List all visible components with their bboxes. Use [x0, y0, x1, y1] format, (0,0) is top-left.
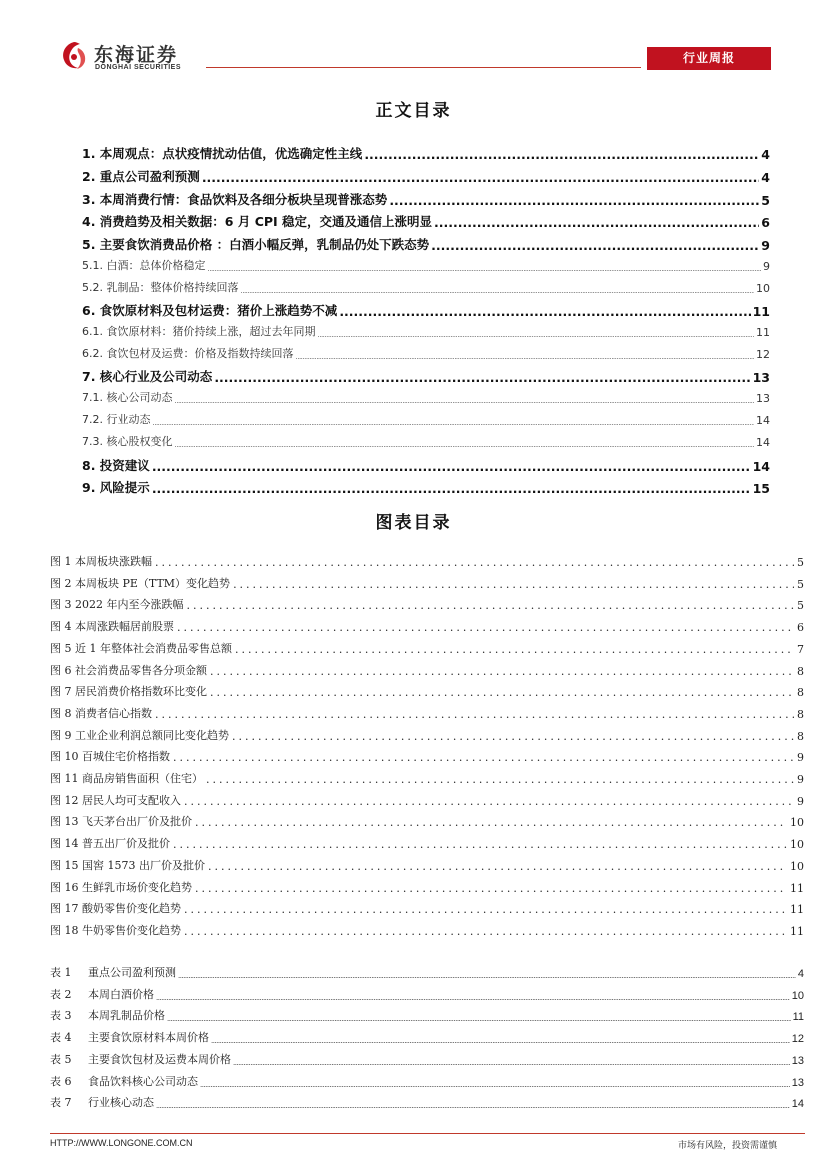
toc-entry-page: 4 [761, 147, 770, 162]
figure-entry-page: 8 [797, 707, 804, 721]
toc-entry-label: 8. 投资建议 [82, 458, 150, 473]
toc-entry-label: 9. 风险提示 [82, 480, 150, 495]
table-entry-number: 表 3 [50, 1009, 72, 1023]
table-entry[interactable] [50, 1007, 804, 1023]
figure-leader-dots [184, 903, 787, 916]
figure-entry[interactable] [50, 683, 804, 699]
figure-leader-dots [233, 578, 794, 591]
figure-entry-page: 8 [797, 664, 804, 678]
figure-entry-page: 6 [797, 621, 804, 635]
toc-leader-dots [431, 238, 759, 253]
brand-name-en: DONGHAI SECURITIES [95, 64, 182, 71]
footer-risk-notice: 市场有风险，投资需谨慎 [677, 1141, 777, 1151]
toc-entry-label: 5.1. 白酒：总体价格稳定 [82, 259, 206, 272]
toc-leader-dots [364, 147, 759, 162]
toc-entry-page: 10 [756, 282, 770, 295]
toc-entry[interactable] [82, 190, 770, 208]
figure-entry-label: 图 16 生鲜乳市场价变化趋势 [50, 880, 192, 894]
report-type-badge: 行业周报 [647, 47, 771, 70]
toc-leader-dots [175, 441, 755, 449]
figure-entry-page: 10 [790, 859, 804, 873]
brand-logo [58, 40, 208, 74]
figure-leader-dots [195, 882, 787, 895]
toc-entry-label: 1. 本周观点：点状疫情扰动估值，优选确定性主线 [82, 146, 363, 161]
toc-entry[interactable] [82, 456, 770, 474]
toc-leader-dots [153, 419, 755, 427]
figure-entry[interactable] [50, 662, 804, 678]
figure-entry-label: 图 13 飞天茅台出厂价及批价 [50, 815, 192, 829]
toc-entry[interactable] [82, 212, 770, 230]
toc-entry[interactable] [82, 167, 770, 185]
toc-entry[interactable] [82, 144, 770, 162]
table-entry[interactable] [50, 964, 804, 980]
figure-entry[interactable] [50, 857, 804, 873]
figure-entry[interactable] [50, 922, 804, 938]
figure-entry[interactable] [50, 705, 804, 721]
toc-leader-dots [152, 481, 751, 496]
figure-entry-label: 图 2 本周板块 PE（TTM）变化趋势 [50, 576, 231, 590]
table-leader-dots [156, 994, 790, 1002]
table-entry[interactable] [50, 986, 804, 1002]
figure-entry-page: 11 [790, 903, 804, 917]
table-entry-label: 食品饮料核心公司动态 [88, 1074, 198, 1088]
table-entry-label: 行业核心动态 [88, 1096, 154, 1110]
toc-entry-label: 5.2. 乳制品：整体价格持续回落 [82, 281, 239, 294]
figure-entry[interactable] [50, 770, 804, 786]
table-leader-dots [211, 1037, 790, 1045]
toc-entry-page: 9 [761, 238, 770, 253]
table-entry[interactable] [50, 1073, 804, 1089]
toc-entry-page: 14 [756, 436, 770, 449]
toc-entry[interactable] [82, 257, 770, 273]
figure-entry-label: 图 10 百城住宅价格指数 [50, 750, 170, 764]
table-entry-number: 表 4 [50, 1031, 72, 1045]
toc-leader-dots [241, 287, 755, 295]
figure-entry[interactable] [50, 640, 804, 656]
figure-entry-page: 10 [790, 816, 804, 830]
table-entry-number: 表 2 [50, 987, 72, 1001]
figure-entry-page: 8 [797, 729, 804, 743]
figure-leader-dots [177, 621, 794, 634]
toc-leader-dots [339, 304, 750, 319]
figures-title: 图表目录 [375, 513, 452, 533]
table-entry[interactable] [50, 1094, 804, 1110]
figure-entry-page: 10 [790, 838, 804, 852]
table-leader-dots [156, 1102, 790, 1110]
figure-entry-label: 图 6 社会消费品零售各分项金额 [50, 663, 207, 677]
toc-entry[interactable] [82, 235, 770, 253]
toc-entry-label: 7.3. 核心股权变化 [82, 435, 173, 448]
table-leader-dots [200, 1081, 790, 1089]
figure-entry-page: 11 [790, 881, 804, 895]
toc-entry-label: 6. 食饮原材料及包材运费：猪价上涨趋势不减 [82, 303, 338, 318]
figure-entry[interactable] [50, 618, 804, 634]
figure-leader-dots [155, 708, 794, 721]
toc-leader-dots [296, 353, 755, 361]
toc-entry-page: 4 [761, 170, 770, 185]
footer-url-link[interactable]: HTTP://WWW.LONGONE.COM.CN [50, 1138, 193, 1148]
toc-entry-page: 11 [756, 326, 770, 339]
toc-entry-label: 4. 消费趋势及相关数据：6 月 CPI 稳定，交通及通信上涨明显 [82, 214, 433, 229]
toc-entry[interactable] [82, 345, 770, 361]
figure-entry-page: 11 [790, 924, 804, 938]
brand-name-cn: 东海证券 [94, 44, 179, 66]
table-leader-dots [233, 1059, 790, 1067]
figure-entry-page: 8 [797, 686, 804, 700]
figure-entry-label: 图 11 商品房销售面积（住宅） [50, 772, 203, 785]
figure-leader-dots [173, 838, 787, 851]
figure-entry-label: 图 8 消费者信心指数 [50, 706, 152, 720]
header-divider [206, 67, 641, 68]
figure-leader-dots [210, 686, 794, 699]
toc-entry-label: 7. 核心行业及公司动态 [82, 369, 213, 384]
table-entry-page: 13 [791, 1076, 804, 1089]
table-entry-label: 主要食饮原材料本周价格 [88, 1031, 209, 1045]
toc-leader-dots [152, 459, 751, 474]
figure-entry-label: 图 18 牛奶零售价变化趋势 [50, 923, 181, 937]
figure-entry-label: 图 5 近 1 年整体社会消费品零售总额 [50, 641, 232, 655]
table-leader-dots [178, 972, 796, 980]
figure-entry-label: 图 4 本周涨跌幅居前股票 [50, 620, 174, 634]
toc-leader-dots [202, 170, 759, 185]
figure-entry[interactable] [50, 835, 804, 851]
toc-entry[interactable] [82, 411, 770, 427]
toc-entry-label: 6.1. 食饮原材料：猪价持续上涨，超过去年同期 [82, 325, 316, 338]
toc-entry[interactable] [82, 433, 770, 449]
figure-leader-dots [186, 599, 794, 612]
figure-entry[interactable] [50, 748, 804, 764]
toc-entry-page: 13 [752, 370, 770, 385]
figure-entry-label: 图 12 居民人均可支配收入 [50, 793, 181, 807]
table-entry-label: 本周乳制品价格 [88, 1009, 165, 1023]
toc-entry-page: 5 [761, 193, 770, 208]
table-entry-label: 主要食饮包材及运费本周价格 [88, 1052, 231, 1066]
figure-entry-label: 图 14 普五出厂价及批价 [50, 837, 170, 851]
table-entry-page: 13 [791, 1054, 804, 1067]
figure-entry-page: 9 [797, 751, 804, 765]
toc-entry[interactable] [82, 279, 770, 295]
figure-leader-dots [208, 860, 787, 873]
figure-entry[interactable] [50, 813, 804, 829]
figure-entry[interactable] [50, 879, 804, 895]
figure-entry-page: 9 [797, 773, 804, 786]
figure-leader-dots [195, 816, 787, 829]
toc-leader-dots [208, 265, 762, 273]
toc-entry-page: 14 [752, 459, 770, 474]
figure-entry[interactable] [50, 596, 804, 612]
figure-entry-label: 图 9 工业企业利润总额同比变化趋势 [50, 728, 229, 742]
figure-leader-dots [235, 643, 794, 656]
figure-entry-label: 图 1 本周板块涨跌幅 [50, 555, 152, 568]
table-entry-page: 11 [792, 1011, 804, 1024]
table-entry-label: 重点公司盈利预测 [88, 966, 176, 979]
figure-entry-page: 9 [797, 794, 804, 808]
figure-leader-dots [210, 665, 794, 678]
toc-entry[interactable] [82, 367, 770, 385]
figure-entry[interactable] [50, 727, 804, 743]
figure-entry-page: 5 [797, 556, 804, 569]
table-entry-number: 表 5 [50, 1052, 72, 1066]
table-entry-page: 14 [791, 1098, 804, 1111]
toc-leader-dots [434, 215, 759, 230]
toc-entry[interactable] [82, 389, 770, 405]
toc-entry-page: 9 [763, 260, 770, 273]
toc-title: 正文目录 [375, 101, 452, 121]
table-entry[interactable] [50, 1051, 804, 1067]
toc-entry[interactable] [82, 478, 770, 496]
figure-entry-label: 图 7 居民消费价格指数环比变化 [50, 685, 207, 699]
figure-leader-dots [155, 556, 794, 569]
table-entry-page: 12 [791, 1033, 804, 1046]
toc-entry-page: 6 [761, 215, 770, 230]
table-entry-label: 本周白酒价格 [88, 987, 154, 1001]
table-entry-page: 10 [791, 989, 804, 1002]
figure-entry-label: 图 15 国窖 1573 出厂价及批价 [50, 858, 205, 872]
toc-entry-page: 15 [752, 481, 770, 496]
toc-leader-dots [175, 397, 755, 405]
page-header [0, 0, 827, 80]
figure-entry-page: 5 [797, 577, 804, 591]
figure-entry-page: 7 [797, 642, 804, 656]
figure-leader-dots [173, 751, 794, 764]
toc-entry[interactable] [82, 323, 770, 339]
figure-leader-dots [206, 773, 794, 786]
table-entry-number: 表 1 [50, 966, 72, 979]
footer-divider [50, 1133, 805, 1134]
figure-entry[interactable] [50, 575, 804, 591]
figure-entry[interactable] [50, 553, 804, 569]
toc-entry[interactable] [82, 301, 770, 319]
brand-logo-icon [58, 40, 90, 72]
table-leader-dots [167, 1015, 791, 1023]
table-entry-number: 表 6 [50, 1074, 72, 1088]
figure-leader-dots [184, 925, 787, 938]
figure-entry-page: 5 [797, 599, 804, 613]
toc-entry-page: 14 [756, 414, 770, 427]
toc-entry-label: 3. 本周消费行情：食品饮料及各细分板块呈现普涨态势 [82, 192, 388, 207]
toc-entry-page: 13 [756, 392, 770, 405]
toc-leader-dots [389, 193, 759, 208]
figure-leader-dots [184, 795, 794, 808]
toc-entry-label: 7.2. 行业动态 [82, 413, 151, 426]
table-entry[interactable] [50, 1029, 804, 1045]
toc-entry-label: 7.1. 核心公司动态 [82, 391, 173, 404]
figure-entry-label: 图 17 酸奶零售价变化趋势 [50, 902, 181, 916]
table-entry-page: 4 [797, 968, 804, 980]
toc-entry-page: 11 [752, 304, 770, 319]
figure-entry[interactable] [50, 792, 804, 808]
table-entry-number: 表 7 [50, 1096, 72, 1110]
toc-leader-dots [214, 370, 750, 385]
figure-leader-dots [232, 730, 794, 743]
toc-entry-label: 6.2. 食饮包材及运费：价格及指数持续回落 [82, 347, 294, 360]
toc-entry-label: 5. 主要食饮消费品价格 ：白酒小幅反弹，乳制品仍处下跌态势 [82, 237, 430, 252]
toc-leader-dots [318, 331, 755, 339]
figure-entry-label: 图 3 2022 年内至今涨跌幅 [50, 598, 184, 612]
figure-entry[interactable] [50, 900, 804, 916]
toc-entry-page: 12 [756, 348, 770, 361]
toc-entry-label: 2. 重点公司盈利预测 [82, 169, 200, 184]
